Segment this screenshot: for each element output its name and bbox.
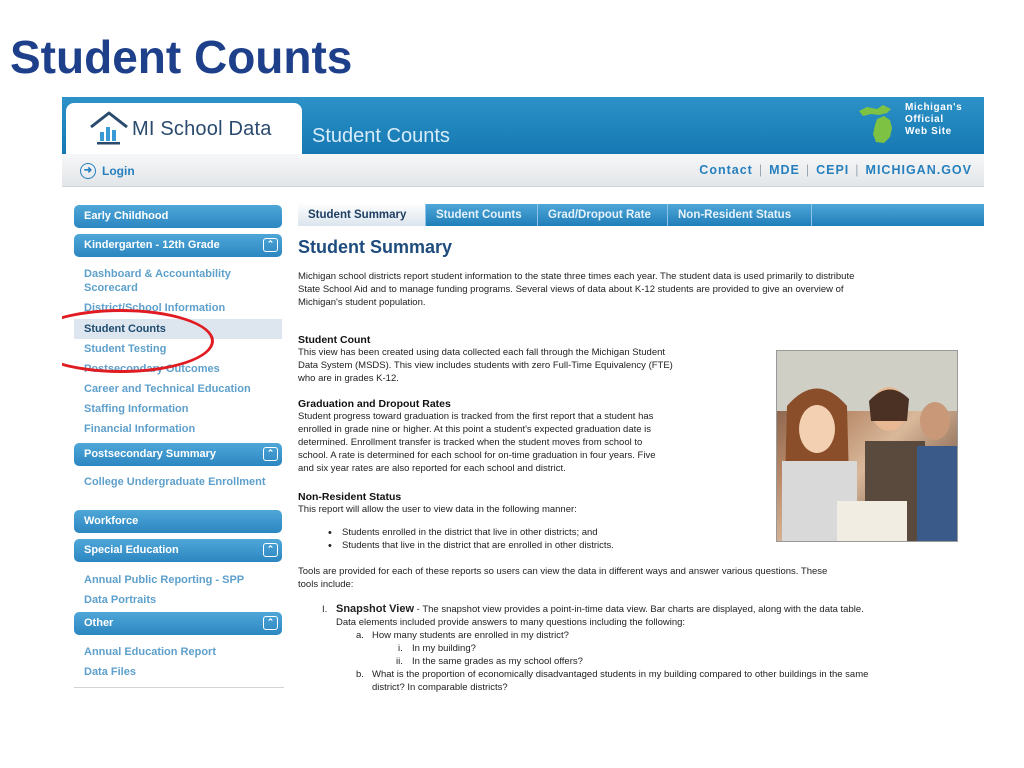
badge-line: Web Site bbox=[905, 126, 952, 137]
sidebar-item-financial[interactable]: Financial Information bbox=[84, 423, 196, 435]
graduation-line: enrolled in grade nine or higher. At this point a student's expected graduation date is bbox=[298, 424, 652, 435]
sidebar-item-data-portraits[interactable]: Data Portraits bbox=[84, 594, 157, 606]
sidebar-item-student-testing[interactable]: Student Testing bbox=[84, 343, 167, 355]
graduation-line: school. A rate is determined for each school for on-time graduation in four years. Five bbox=[298, 450, 656, 461]
snapshot-text-2: Data elements included provide answers to many questions including the following: bbox=[336, 617, 686, 628]
intro-line: State School Aid and to manage funding programs. Several views of data about K-12 students are provided to give an overview of bbox=[298, 284, 844, 295]
tab-student-counts[interactable]: Student Counts bbox=[426, 204, 538, 226]
website-screenshot bbox=[62, 97, 984, 704]
sidebar-item-postsecondary-outcomes[interactable]: Postsecondary Outcomes bbox=[84, 363, 220, 375]
student-count-line: Data System (MSDS). This view includes students with zero Full-Time Equivalency (FTE) bbox=[298, 360, 673, 371]
login-arrow-icon[interactable]: ➜ bbox=[80, 163, 96, 179]
login-link[interactable]: Login bbox=[102, 164, 135, 178]
nav-early-childhood[interactable]: Early Childhood bbox=[74, 205, 282, 228]
login-bar bbox=[62, 154, 984, 187]
graduation-line: Student progress toward graduation is tracked from the first report that a student has bbox=[298, 411, 654, 422]
non-resident-line: This report will allow the user to view data in the following manner: bbox=[298, 504, 577, 515]
list-letter: b. bbox=[356, 669, 364, 680]
snapshot-text: - The snapshot view provides a point-in-time data view. Bar charts are displayed, along with the data table. bbox=[414, 604, 864, 615]
nav-other-label: Other bbox=[84, 617, 114, 629]
header-page-title: Student Counts bbox=[312, 125, 450, 147]
tools-line: Tools are provided for each of these reports so users can view the data in different ways and answer various questions. These bbox=[298, 566, 828, 577]
sidebar-item-data-files[interactable]: Data Files bbox=[84, 666, 136, 678]
list-letter: a. bbox=[356, 630, 364, 641]
question-a: How many students are enrolled in my district? bbox=[372, 630, 569, 641]
nav-k12[interactable] bbox=[74, 234, 282, 257]
list-roman: i. bbox=[398, 643, 403, 654]
divider: | bbox=[805, 163, 811, 177]
mde-link[interactable]: MDE bbox=[769, 163, 800, 177]
divider: | bbox=[758, 163, 764, 177]
graduation-heading: Graduation and Dropout Rates bbox=[298, 398, 451, 410]
sidebar-divider bbox=[74, 687, 284, 688]
question-a-ii: In the same grades as my school offers? bbox=[412, 656, 583, 667]
students-photo bbox=[776, 350, 958, 542]
collapse-icon[interactable]: ⌃ bbox=[263, 238, 278, 252]
michigan-gov-link[interactable]: MICHIGAN.GOV bbox=[865, 163, 972, 177]
graduation-line: determined. Enrollment transfer is tracked when the student moves from school to bbox=[298, 437, 643, 448]
list-item: • Students enrolled in the district that live in other districts; and bbox=[342, 527, 598, 538]
sidebar-item-staffing[interactable]: Staffing Information bbox=[84, 403, 189, 415]
nav-workforce[interactable]: Workforce bbox=[74, 510, 282, 533]
sidebar-item-student-counts[interactable]: Student Counts bbox=[74, 319, 282, 339]
student-count-line: who are in grades K-12. bbox=[298, 373, 399, 384]
badge-line: Michigan's bbox=[905, 102, 963, 113]
sidebar-item-college-enrollment[interactable]: College Undergraduate Enrollment bbox=[84, 476, 266, 488]
site-header bbox=[62, 97, 984, 154]
main-content bbox=[298, 187, 984, 704]
snapshot-item bbox=[336, 603, 864, 616]
sidebar-item-annual-education-report[interactable]: Annual Education Report bbox=[84, 646, 216, 658]
contact-link[interactable]: Contact bbox=[699, 163, 753, 177]
sidebar-item-district-school-info[interactable]: District/School Information bbox=[84, 302, 226, 314]
content-tabs bbox=[298, 204, 984, 226]
student-count-line: This view has been created using data collected each fall through the Michigan Student bbox=[298, 347, 666, 358]
official-site-badge[interactable] bbox=[905, 102, 962, 138]
nav-postsecondary[interactable] bbox=[74, 443, 282, 466]
tab-student-summary[interactable]: Student Summary bbox=[298, 204, 426, 226]
section-heading: Student Summary bbox=[298, 237, 453, 257]
tab-non-resident[interactable]: Non-Resident Status bbox=[668, 204, 812, 226]
question-b: What is the proportion of economically disadvantaged students in my building compared to other buildings in the same bbox=[372, 669, 869, 680]
nav-k12-label: Kindergarten - 12th Grade bbox=[84, 239, 220, 251]
slide-title: Student Counts bbox=[10, 31, 353, 83]
tab-grad-dropout[interactable]: Grad/Dropout Rate bbox=[538, 204, 668, 226]
sidebar-item-dashboard[interactable]: Dashboard & Accountability Scorecard bbox=[84, 268, 231, 294]
collapse-icon[interactable]: ⌃ bbox=[263, 447, 278, 461]
intro-line: Michigan's student population. bbox=[298, 297, 426, 308]
collapse-icon[interactable]: ⌃ bbox=[263, 616, 278, 630]
tools-line: tools include: bbox=[298, 579, 354, 590]
snapshot-title: Snapshot View bbox=[336, 603, 415, 615]
logo-text: MI School Data bbox=[132, 118, 272, 140]
site-logo[interactable] bbox=[66, 103, 302, 154]
students-photo-art bbox=[777, 351, 958, 542]
list-roman: ii. bbox=[396, 656, 403, 667]
question-a-i: In my building? bbox=[412, 643, 476, 654]
intro-line: Michigan school districts report student information to the state three times each year. The student data is used primarily to distribute bbox=[298, 271, 855, 282]
divider: | bbox=[855, 163, 860, 177]
nav-special-education-label: Special Education bbox=[84, 544, 179, 556]
top-links bbox=[699, 163, 972, 177]
sidebar-item-career-technical[interactable]: Career and Technical Education bbox=[84, 383, 251, 395]
non-resident-heading: Non-Resident Status bbox=[298, 491, 402, 503]
badge-line: Official bbox=[905, 114, 944, 125]
nav-other[interactable] bbox=[74, 612, 282, 635]
sidebar-item-annual-public-reporting[interactable]: Annual Public Reporting - SPP bbox=[84, 574, 245, 586]
student-count-heading: Student Count bbox=[298, 334, 371, 346]
question-b-cont: district? In comparable districts? bbox=[372, 682, 508, 693]
collapse-icon[interactable]: ⌃ bbox=[263, 543, 278, 557]
nav-special-education[interactable] bbox=[74, 539, 282, 562]
graduation-line: and six year rates are also reported for each school and district. bbox=[298, 463, 566, 474]
sidebar-nav bbox=[62, 187, 288, 704]
nav-postsecondary-label: Postsecondary Summary bbox=[84, 448, 217, 460]
list-item: • Students that live in the district that are enrolled in other districts. bbox=[342, 540, 614, 551]
school-data-logo-icon bbox=[88, 110, 130, 148]
cepi-link[interactable]: CEPI bbox=[816, 163, 850, 177]
list-number: I. bbox=[322, 604, 328, 615]
